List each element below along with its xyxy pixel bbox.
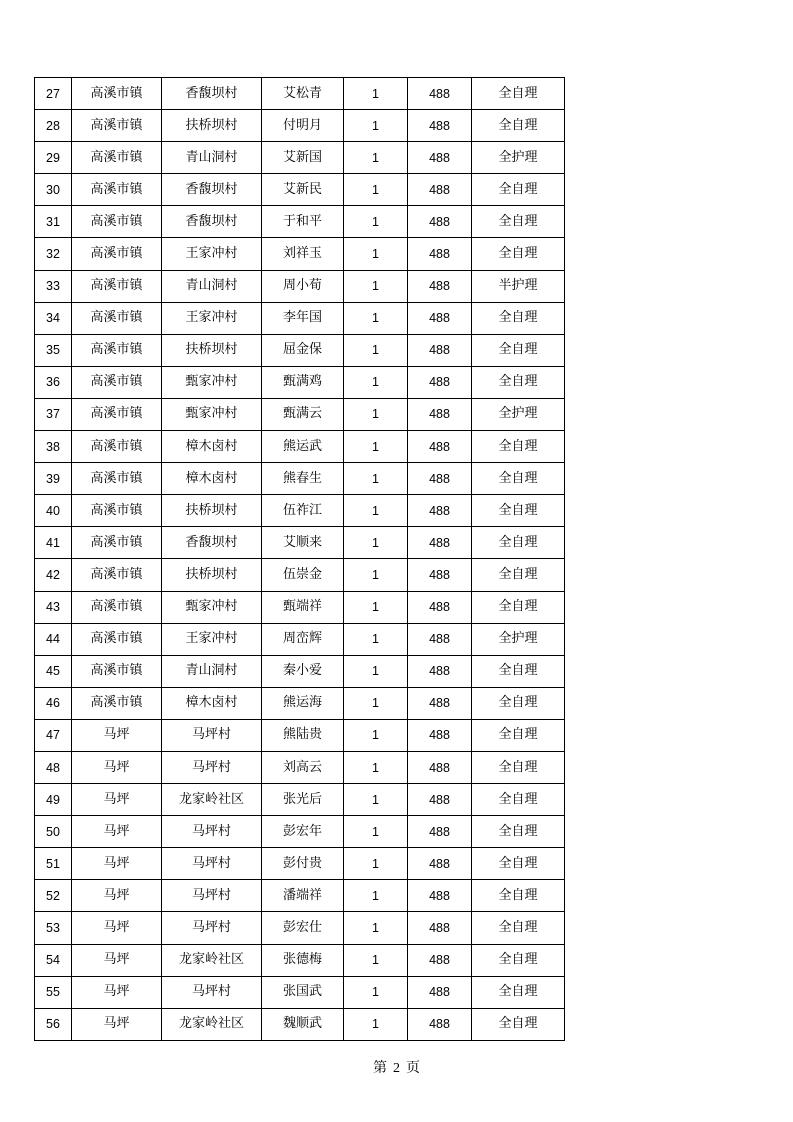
table-row (35, 719, 565, 751)
village-cell: 马坪村 (162, 976, 262, 1008)
care-level-cell: 全自理 (472, 719, 565, 751)
village-cell: 扶桥坝村 (162, 559, 262, 591)
care-level-cell: 全护理 (472, 398, 565, 430)
person-name-cell: 彭宏仕 (262, 912, 344, 944)
table-row (35, 302, 565, 334)
table-row (35, 78, 565, 110)
table-row (35, 944, 565, 976)
row-index-cell: 52 (35, 880, 72, 912)
table-row (35, 398, 565, 430)
row-index-cell: 35 (35, 334, 72, 366)
table-row (35, 270, 565, 302)
town-cell: 马坪 (72, 912, 162, 944)
row-index-cell: 42 (35, 559, 72, 591)
person-name-cell: 张光后 (262, 784, 344, 816)
town-cell: 高溪市镇 (72, 687, 162, 719)
amount-cell: 488 (408, 110, 472, 142)
town-cell: 高溪市镇 (72, 78, 162, 110)
care-level-cell: 全自理 (472, 334, 565, 366)
village-cell: 马坪村 (162, 912, 262, 944)
town-cell: 高溪市镇 (72, 366, 162, 398)
care-level-cell: 全自理 (472, 687, 565, 719)
count-cell: 1 (344, 719, 408, 751)
amount-cell: 488 (408, 591, 472, 623)
village-cell: 马坪村 (162, 751, 262, 783)
table-row (35, 591, 565, 623)
care-level-cell: 半护理 (472, 270, 565, 302)
person-name-cell: 刘祥玉 (262, 238, 344, 270)
count-cell: 1 (344, 1008, 408, 1040)
amount-cell: 488 (408, 270, 472, 302)
amount-cell: 488 (408, 206, 472, 238)
town-cell: 高溪市镇 (72, 206, 162, 238)
care-level-cell: 全自理 (472, 912, 565, 944)
count-cell: 1 (344, 944, 408, 976)
row-index-cell: 48 (35, 751, 72, 783)
town-cell: 高溪市镇 (72, 238, 162, 270)
table-row (35, 655, 565, 687)
village-cell: 王家冲村 (162, 238, 262, 270)
table-row (35, 623, 565, 655)
person-name-cell: 艾新民 (262, 174, 344, 206)
person-name-cell: 周小荀 (262, 270, 344, 302)
village-cell: 龙家岭社区 (162, 784, 262, 816)
care-level-cell: 全自理 (472, 495, 565, 527)
count-cell: 1 (344, 78, 408, 110)
town-cell: 高溪市镇 (72, 527, 162, 559)
town-cell: 高溪市镇 (72, 431, 162, 463)
page-number: 2 (393, 1061, 400, 1076)
count-cell: 1 (344, 848, 408, 880)
table-row (35, 110, 565, 142)
amount-cell: 488 (408, 527, 472, 559)
row-index-cell: 39 (35, 463, 72, 495)
person-name-cell: 彭宏年 (262, 816, 344, 848)
page-footer (0, 1057, 793, 1077)
count-cell: 1 (344, 270, 408, 302)
care-level-cell: 全自理 (472, 206, 565, 238)
village-cell: 樟木卤村 (162, 687, 262, 719)
table-row (35, 334, 565, 366)
count-cell: 1 (344, 142, 408, 174)
row-index-cell: 31 (35, 206, 72, 238)
amount-cell: 488 (408, 302, 472, 334)
village-cell: 甄家冲村 (162, 366, 262, 398)
person-name-cell: 艾顺来 (262, 527, 344, 559)
amount-cell: 488 (408, 687, 472, 719)
town-cell: 高溪市镇 (72, 110, 162, 142)
table-row (35, 527, 565, 559)
amount-cell: 488 (408, 174, 472, 206)
row-index-cell: 56 (35, 1008, 72, 1040)
town-cell: 高溪市镇 (72, 623, 162, 655)
row-index-cell: 28 (35, 110, 72, 142)
village-cell: 青山洞村 (162, 142, 262, 174)
village-cell: 马坪村 (162, 719, 262, 751)
table-row (35, 912, 565, 944)
row-index-cell: 47 (35, 719, 72, 751)
person-name-cell: 秦小爱 (262, 655, 344, 687)
table-row (35, 206, 565, 238)
person-name-cell: 张德梅 (262, 944, 344, 976)
town-cell: 高溪市镇 (72, 302, 162, 334)
count-cell: 1 (344, 238, 408, 270)
table-row (35, 751, 565, 783)
row-index-cell: 37 (35, 398, 72, 430)
town-cell: 马坪 (72, 848, 162, 880)
person-name-cell: 刘高云 (262, 751, 344, 783)
amount-cell: 488 (408, 976, 472, 1008)
town-cell: 高溪市镇 (72, 655, 162, 687)
town-cell: 马坪 (72, 784, 162, 816)
person-name-cell: 李年国 (262, 302, 344, 334)
row-index-cell: 43 (35, 591, 72, 623)
care-level-cell: 全自理 (472, 944, 565, 976)
amount-cell: 488 (408, 334, 472, 366)
amount-cell: 488 (408, 816, 472, 848)
person-name-cell: 伍崇金 (262, 559, 344, 591)
town-cell: 马坪 (72, 880, 162, 912)
village-cell: 青山洞村 (162, 655, 262, 687)
village-cell: 龙家岭社区 (162, 944, 262, 976)
care-level-cell: 全自理 (472, 559, 565, 591)
count-cell: 1 (344, 976, 408, 1008)
amount-cell: 488 (408, 912, 472, 944)
row-index-cell: 44 (35, 623, 72, 655)
row-index-cell: 29 (35, 142, 72, 174)
row-index-cell: 49 (35, 784, 72, 816)
count-cell: 1 (344, 687, 408, 719)
row-index-cell: 50 (35, 816, 72, 848)
roster-body (35, 78, 565, 1041)
village-cell: 樟木卤村 (162, 463, 262, 495)
town-cell: 高溪市镇 (72, 270, 162, 302)
table-row (35, 431, 565, 463)
care-level-cell: 全护理 (472, 623, 565, 655)
village-cell: 扶桥坝村 (162, 110, 262, 142)
table-row (35, 1008, 565, 1040)
care-level-cell: 全自理 (472, 238, 565, 270)
town-cell: 马坪 (72, 1008, 162, 1040)
person-name-cell: 甄满鸡 (262, 366, 344, 398)
roster-table (34, 77, 565, 1041)
count-cell: 1 (344, 784, 408, 816)
person-name-cell: 付明月 (262, 110, 344, 142)
care-level-cell: 全自理 (472, 527, 565, 559)
row-index-cell: 38 (35, 431, 72, 463)
care-level-cell: 全自理 (472, 78, 565, 110)
person-name-cell: 魏顺武 (262, 1008, 344, 1040)
table-row (35, 816, 565, 848)
row-index-cell: 45 (35, 655, 72, 687)
count-cell: 1 (344, 334, 408, 366)
table-row (35, 174, 565, 206)
person-name-cell: 甄端祥 (262, 591, 344, 623)
count-cell: 1 (344, 559, 408, 591)
person-name-cell: 伍祚江 (262, 495, 344, 527)
table-row (35, 848, 565, 880)
table-row (35, 142, 565, 174)
care-level-cell: 全自理 (472, 751, 565, 783)
count-cell: 1 (344, 495, 408, 527)
care-level-cell: 全自理 (472, 816, 565, 848)
count-cell: 1 (344, 398, 408, 430)
care-level-cell: 全自理 (472, 463, 565, 495)
table-row (35, 976, 565, 1008)
row-index-cell: 33 (35, 270, 72, 302)
person-name-cell: 屈金保 (262, 334, 344, 366)
amount-cell: 488 (408, 880, 472, 912)
amount-cell: 488 (408, 944, 472, 976)
amount-cell: 488 (408, 142, 472, 174)
count-cell: 1 (344, 463, 408, 495)
row-index-cell: 30 (35, 174, 72, 206)
row-index-cell: 36 (35, 366, 72, 398)
town-cell: 马坪 (72, 751, 162, 783)
person-name-cell: 于和平 (262, 206, 344, 238)
count-cell: 1 (344, 431, 408, 463)
table-row (35, 559, 565, 591)
town-cell: 马坪 (72, 976, 162, 1008)
town-cell: 高溪市镇 (72, 142, 162, 174)
person-name-cell: 彭付贵 (262, 848, 344, 880)
town-cell: 马坪 (72, 719, 162, 751)
amount-cell: 488 (408, 431, 472, 463)
village-cell: 扶桥坝村 (162, 334, 262, 366)
town-cell: 高溪市镇 (72, 591, 162, 623)
village-cell: 甄家冲村 (162, 591, 262, 623)
village-cell: 王家冲村 (162, 302, 262, 334)
town-cell: 马坪 (72, 944, 162, 976)
town-cell: 高溪市镇 (72, 495, 162, 527)
count-cell: 1 (344, 655, 408, 687)
person-name-cell: 潘端祥 (262, 880, 344, 912)
count-cell: 1 (344, 912, 408, 944)
row-index-cell: 27 (35, 78, 72, 110)
town-cell: 高溪市镇 (72, 463, 162, 495)
care-level-cell: 全自理 (472, 880, 565, 912)
person-name-cell: 艾松青 (262, 78, 344, 110)
care-level-cell: 全自理 (472, 1008, 565, 1040)
count-cell: 1 (344, 527, 408, 559)
amount-cell: 488 (408, 398, 472, 430)
page-label-prefix: 第 (373, 1060, 387, 1076)
count-cell: 1 (344, 302, 408, 334)
amount-cell: 488 (408, 848, 472, 880)
amount-cell: 488 (408, 655, 472, 687)
amount-cell: 488 (408, 623, 472, 655)
row-index-cell: 40 (35, 495, 72, 527)
village-cell: 马坪村 (162, 816, 262, 848)
person-name-cell: 周峦辉 (262, 623, 344, 655)
village-cell: 王家冲村 (162, 623, 262, 655)
care-level-cell: 全自理 (472, 848, 565, 880)
village-cell: 马坪村 (162, 848, 262, 880)
village-cell: 扶桥坝村 (162, 495, 262, 527)
row-index-cell: 54 (35, 944, 72, 976)
town-cell: 马坪 (72, 816, 162, 848)
amount-cell: 488 (408, 366, 472, 398)
row-index-cell: 51 (35, 848, 72, 880)
amount-cell: 488 (408, 559, 472, 591)
person-name-cell: 张国武 (262, 976, 344, 1008)
town-cell: 高溪市镇 (72, 334, 162, 366)
town-cell: 高溪市镇 (72, 174, 162, 206)
village-cell: 青山洞村 (162, 270, 262, 302)
page-label-suffix: 页 (406, 1060, 420, 1076)
care-level-cell: 全自理 (472, 591, 565, 623)
village-cell: 香馥坝村 (162, 174, 262, 206)
row-index-cell: 32 (35, 238, 72, 270)
town-cell: 高溪市镇 (72, 559, 162, 591)
row-index-cell: 46 (35, 687, 72, 719)
table-row (35, 784, 565, 816)
row-index-cell: 55 (35, 976, 72, 1008)
person-name-cell: 甄满云 (262, 398, 344, 430)
amount-cell: 488 (408, 784, 472, 816)
table-row (35, 687, 565, 719)
village-cell: 甄家冲村 (162, 398, 262, 430)
amount-cell: 488 (408, 1008, 472, 1040)
amount-cell: 488 (408, 719, 472, 751)
row-index-cell: 53 (35, 912, 72, 944)
table-row (35, 238, 565, 270)
care-level-cell: 全自理 (472, 784, 565, 816)
table-row (35, 495, 565, 527)
person-name-cell: 艾新国 (262, 142, 344, 174)
table-row (35, 366, 565, 398)
person-name-cell: 熊春生 (262, 463, 344, 495)
amount-cell: 488 (408, 78, 472, 110)
care-level-cell: 全自理 (472, 655, 565, 687)
care-level-cell: 全自理 (472, 366, 565, 398)
count-cell: 1 (344, 816, 408, 848)
care-level-cell: 全护理 (472, 142, 565, 174)
person-name-cell: 熊陆贵 (262, 719, 344, 751)
village-cell: 樟木卤村 (162, 431, 262, 463)
amount-cell: 488 (408, 238, 472, 270)
person-name-cell: 熊运海 (262, 687, 344, 719)
amount-cell: 488 (408, 751, 472, 783)
care-level-cell: 全自理 (472, 302, 565, 334)
care-level-cell: 全自理 (472, 976, 565, 1008)
table-row (35, 880, 565, 912)
care-level-cell: 全自理 (472, 174, 565, 206)
town-cell: 高溪市镇 (72, 398, 162, 430)
count-cell: 1 (344, 366, 408, 398)
care-level-cell: 全自理 (472, 110, 565, 142)
person-name-cell: 熊运武 (262, 431, 344, 463)
count-cell: 1 (344, 751, 408, 783)
count-cell: 1 (344, 110, 408, 142)
count-cell: 1 (344, 206, 408, 238)
row-index-cell: 41 (35, 527, 72, 559)
table-row (35, 463, 565, 495)
village-cell: 马坪村 (162, 880, 262, 912)
care-level-cell: 全自理 (472, 431, 565, 463)
village-cell: 龙家岭社区 (162, 1008, 262, 1040)
village-cell: 香馥坝村 (162, 78, 262, 110)
village-cell: 香馥坝村 (162, 206, 262, 238)
village-cell: 香馥坝村 (162, 527, 262, 559)
count-cell: 1 (344, 880, 408, 912)
amount-cell: 488 (408, 495, 472, 527)
count-cell: 1 (344, 174, 408, 206)
count-cell: 1 (344, 591, 408, 623)
count-cell: 1 (344, 623, 408, 655)
row-index-cell: 34 (35, 302, 72, 334)
amount-cell: 488 (408, 463, 472, 495)
